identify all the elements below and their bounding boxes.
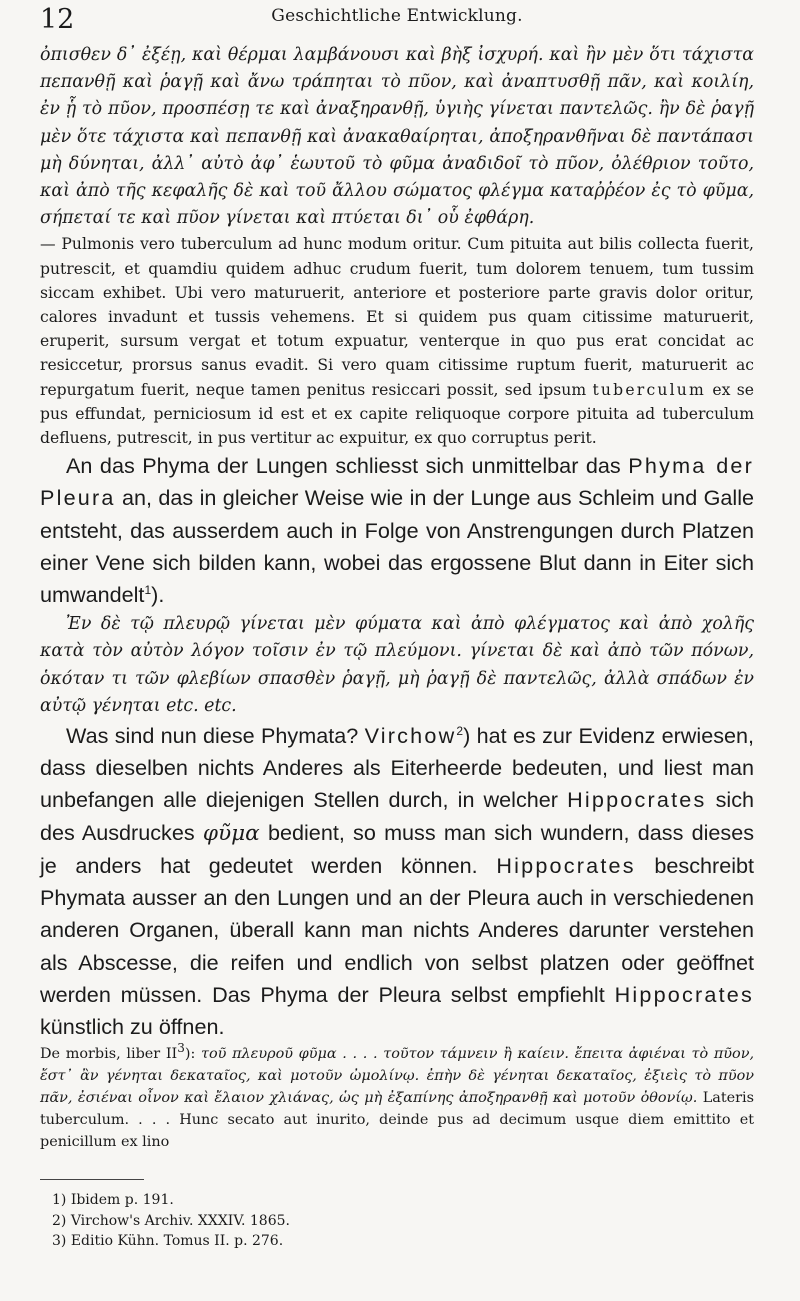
- page-header: [40, 0, 754, 42]
- quote-latin: Lateris tuberculum. . . . Hunc secato aut inurito, deinde pus ad decimum usque diem emittito et penicillum ex lino: [40, 1090, 755, 1151]
- author-hippocrates-3: Hippocrates: [614, 981, 754, 1007]
- phyma-der-pleura: Phyma der Pleura: [40, 453, 755, 511]
- footnote-ref-2[interactable]: 2: [456, 723, 464, 738]
- german-text-3: ).: [151, 582, 165, 608]
- footnotes: [40, 1190, 754, 1252]
- german2-text-3: bedient, so muss man sich wundern, dass dieses je anders hat gedeutet werden können.: [40, 819, 755, 878]
- german2-text-1: ) hat es zur Evidenz erwiesen, dass dieselben nichts Anderes als Eiterheerde bedeuten, und liest man unbefangen alle diejenigen Stellen durch, in welcher: [40, 723, 755, 813]
- phymata-question: Was sind nun diese Phymata?: [66, 723, 359, 749]
- german2-text-2: sich des Ausdruckes: [40, 787, 754, 845]
- german-text-2: an, das in gleicher Weise wie in der Lunge aus Schleim und Galle entsteht, das ausserdem auch in Folge von Anstrengungen durch Platzen einer Vene sich bilden kann, wobei das ergossene Blut dann in Eiter sich umwandelt: [40, 485, 754, 608]
- footnote-1: 1) Ibidem p. 191.: [52, 1192, 174, 1209]
- running-title: Geschichtliche Entwicklung.: [271, 6, 523, 26]
- greek-passage-lung: ὀπισθεν δ᾽ ἐξέῃ, καὶ θέρμαι λαμβάνουσι καὶ βὴξ ἰσχυρή. καὶ ἢν μὲν ὅτι τάχιστα πεπανθῇ καὶ ῥαγῇ καὶ ἄνω τράπηται τὸ πῦον, καὶ ἀναπτυσθῇ πᾶν, καὶ κοιλίη, ἐν ᾗ τὸ πῦον, προσπέσῃ τε καὶ ἀναξηρανθῇ, ὑγιὴς γίνεται παντελῶς. ἢν δὲ ῥαγῇ μὲν ὅτε τάχιστα καὶ πεπανθῇ καὶ ἀνακαθαίρηται, ἀποξηρανθῆναι δὲ παντάπασι μὴ δύνηται, ἀλλ᾽ αὐτὸ ἀφ᾽ ἑωυτοῦ τὸ φῦμα ἀναδιδοῖ τὸ πῦον, ὀλέθριον τοῦτο, καὶ ἀπὸ τῆς κεφαλῆς δὲ καὶ τοῦ ἄλλου σώματος φλέγμα καταῤῥέον ἐς τὸ φῦμα, σήπεταί τε καὶ πῦον γίνεται καὶ πτύεται δι᾽ οὗ ἐφθάρη.: [40, 45, 754, 229]
- footnote-2: 2) Virchow's Archiv. XXXIV. 1865.: [52, 1212, 290, 1229]
- author-hippocrates-2: Hippocrates: [496, 852, 636, 878]
- latin-lead: — Pulmonis vero tuberculum ad hunc modum oritur.: [40, 235, 462, 254]
- quote-greek: τοῦ πλευροῦ φῦμα . . . . τοῦτον τάμνειν ἢ καίειν. ἔπειτα ἀφιέναι τὸ πῦον, ἔστ᾽ ἂν γένηται δεκαταῖος, καὶ μοτοῦν ὠμολίνῳ. ἐπὴν δὲ γένηται δεκαταῖος, ἐξιεὶς τὸ πῦον πᾶν, ἐσιέναι οἶνον καὶ ἔλαιον χλιάνας, ὡς μὴ ἐξαπίνης ἀποξηρανθῇ καὶ μοτοῦν ὀθονίῳ.: [40, 1046, 755, 1107]
- german2-text-4: beschreibt Phymata ausser an den Lungen und an der Pleura auch in verschiedenen anderen Organen, überall kann man nichts Anderes darunter verstehen als Abscesse, die reifen und endlich von selbst platzen oder geöffnet werden müssen. Das Phyma der Pleura selbst empfiehlt: [40, 852, 755, 1007]
- author-virchow: Virchow: [364, 723, 457, 749]
- quote-de-morbis: [40, 1043, 754, 1153]
- latin-body-a: Cum pituita aut bilis collecta fuerit, putrescit, et quamdiu quidem adhuc crudum fuerit, tum dolorem tenuem, tum tussim siccam exhibet. Ubi vero maturuerit, anteriore et posteriore parte gravis dolor oritur, calores invadunt et tussis vehemens. Et si quidem pus quam citissime maturuerit, eruperit, sursum vergat et totum expuatur, venterque in quo pus erat concidat ac resiccetur, prorsus sanus evadit. Si vero quam citissime ruptum fuerit, maturuerit ac repurgatum fuerit, neque tamen penitus resiccari possit, sed ipsum: [40, 235, 755, 399]
- quote-source-end: ):: [184, 1046, 196, 1063]
- german-paragraph-phymata: [40, 720, 754, 1043]
- quote-source: De morbis, liber II: [40, 1046, 178, 1063]
- german-paragraph-pleura: [40, 450, 754, 611]
- latin-body-b: ex se pus effundat, perniciosum id est et ex capite reliquoque corpore pituita ad tuberculum defluens, putrescit, in pus vertitur ac expuitur, ex quo corruptus perit.: [40, 380, 754, 448]
- page-number: 12: [40, 4, 75, 35]
- greek-word-phyma: φῦμα: [202, 820, 260, 846]
- greek-passage-pleura: Ἐν δὲ τῷ πλευρῷ γίνεται μὲν φύματα καὶ ἀπὸ φλέγματος καὶ ἀπὸ χολῆς κατὰ τὸν αὐτὸν λόγον τοῖσιν ἐν τῷ πλεύμονι. γίνεται δὲ καὶ ἀπὸ τῶν πόνων, ὁκόταν τι τῶν φλεβίων σπασθὲν ῥαγῇ, μὴ ῥαγῇ δὲ παντελῶς, ἀλλὰ σπάδων ἐν αὐτῷ γένηται etc. etc.: [40, 614, 754, 716]
- footnote-3: 3) Editio Kühn. Tomus II. p. 276.: [52, 1233, 284, 1250]
- german2-text-5: künstlich zu öffnen.: [40, 1013, 225, 1039]
- latin-translation-lung: [40, 232, 754, 450]
- author-hippocrates-1: Hippocrates: [567, 787, 707, 813]
- footnote-ref-1[interactable]: 1: [144, 582, 152, 597]
- footnote-divider: [40, 1179, 144, 1180]
- german-text-1: An das Phyma der Lungen schliesst sich unmittelbar das: [66, 453, 621, 479]
- footnote-ref-3[interactable]: 3: [177, 1041, 185, 1056]
- latin-tuberculum: tuberculum: [592, 380, 707, 399]
